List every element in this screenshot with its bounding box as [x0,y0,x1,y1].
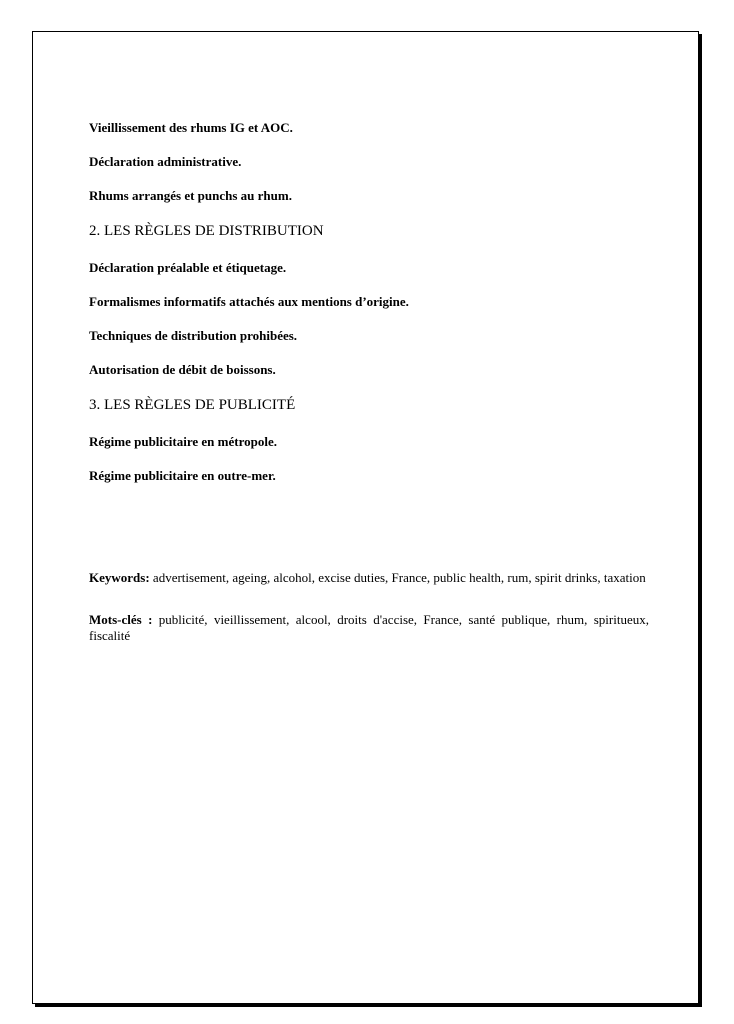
section-heading: 2. LES RÈGLES DE DISTRIBUTION [89,223,324,239]
toc-item: Rhums arrangés et punchs au rhum. [89,188,292,203]
mots-cles-text: publicité, vieillissement, alcool, droits d'accise, France, santé publique, rhum, spiritueux, fiscalité [89,612,649,643]
keywords-text: advertisement, ageing, alcohol, excise duties, France, public health, rum, spirit drinks, taxation [149,570,646,585]
toc-item: Déclaration préalable et étiquetage. [89,260,287,275]
toc-item: Régime publicitaire en outre-mer. [89,468,276,483]
toc-item: Vieillissement des rhums IG et AOC. [89,120,293,135]
toc-item: Autorisation de débit de boissons. [89,362,276,377]
mots-cles-paragraph [89,612,649,644]
keywords-paragraph [89,570,649,586]
mots-cles-label: Mots-clés : [89,612,153,627]
toc-item: Déclaration administrative. [89,154,242,169]
toc-item: Formalismes informatifs attachés aux mentions d’origine. [89,294,409,309]
section-heading: 3. LES RÈGLES DE PUBLICITÉ [89,397,296,413]
keywords-label: Keywords: [89,570,150,585]
document-page [32,31,699,1004]
toc-item: Régime publicitaire en métropole. [89,434,277,449]
toc-item: Techniques de distribution prohibées. [89,328,298,343]
